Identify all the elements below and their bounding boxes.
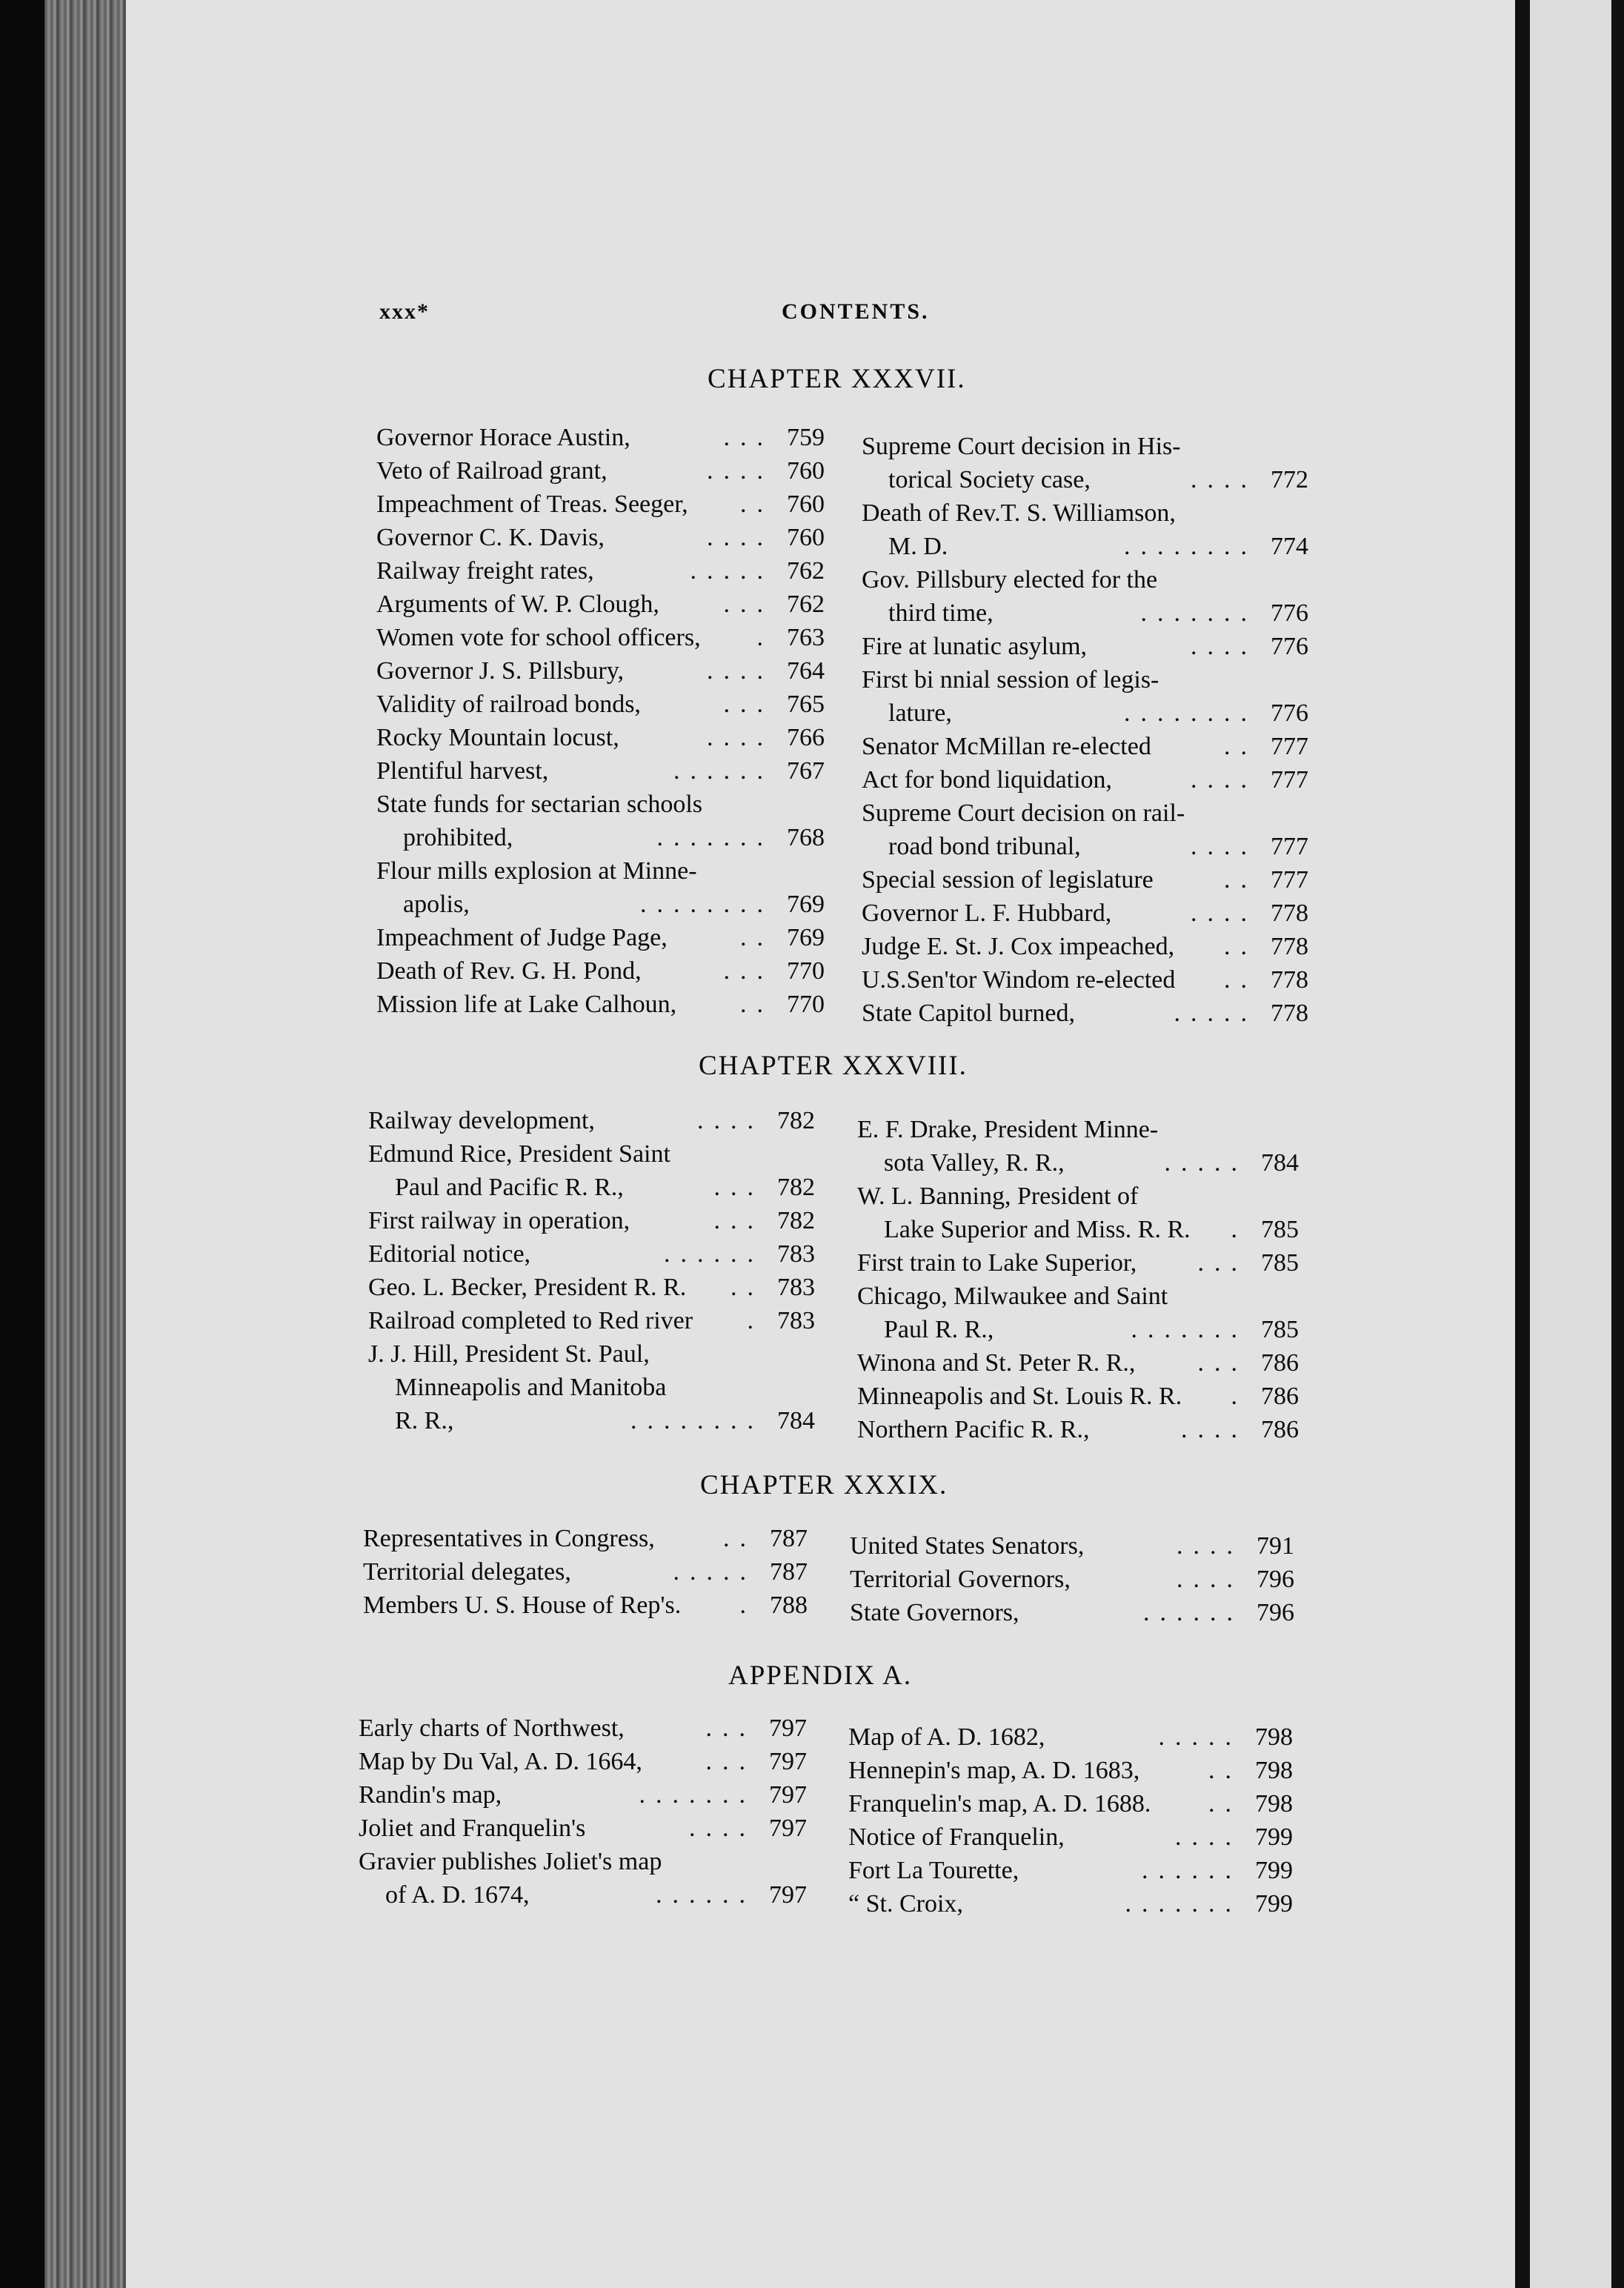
toc-entry-title: Fire at lunatic asylum,: [862, 633, 1088, 660]
leader-dots: .....: [1164, 1149, 1248, 1177]
toc-entry-page-number: 787: [770, 1558, 808, 1586]
toc-entry-page-number: 782: [777, 1174, 815, 1201]
toc-entry-title: Senator McMillan re-elected: [862, 733, 1151, 760]
toc-entry-title: Plentiful harvest,: [376, 757, 549, 785]
leader-dots: ..: [1208, 1790, 1242, 1818]
toc-entry-title: Governor L. F. Hubbard,: [862, 899, 1112, 927]
leader-dots: ........: [1124, 533, 1257, 560]
toc-entry: [368, 1104, 815, 1137]
toc-entry-title: Impeachment of Judge Page,: [376, 924, 668, 951]
toc-entry-title: Special session of legislature: [862, 866, 1154, 894]
toc-entry-title: Territorial Governors,: [850, 1566, 1071, 1593]
toc-entry-title: Supreme Court decision on rail-: [862, 799, 1185, 827]
toc-entry: [359, 1878, 807, 1912]
toc-entry-title: Joliet and Franquelin's: [359, 1815, 586, 1842]
leader-dots: ....: [707, 524, 773, 551]
leader-dots: .: [1231, 1383, 1248, 1410]
toc-entry-title: E. F. Drake, President Minne-: [857, 1116, 1159, 1143]
toc-column-right: [848, 1720, 1293, 1920]
paper-sheet: [126, 0, 1515, 2288]
leader-dots: ...: [723, 591, 773, 618]
toc-entry-title: Railway development,: [368, 1107, 595, 1134]
toc-entry-page-number: 791: [1257, 1532, 1294, 1560]
toc-entry: [862, 797, 1308, 830]
toc-entry-page-number: 796: [1257, 1566, 1294, 1593]
toc-entry-title: Representatives in Congress,: [363, 1525, 655, 1552]
toc-entry: [376, 554, 825, 588]
toc-entry: [862, 463, 1308, 496]
toc-entry-title: Validity of railroad bonds,: [376, 691, 641, 718]
toc-column-left: [363, 1522, 808, 1622]
toc-entry-page-number: 797: [769, 1815, 807, 1842]
toc-entry-page-number: 796: [1257, 1599, 1294, 1626]
toc-entry: [368, 1204, 815, 1237]
leader-dots: .: [739, 1592, 756, 1619]
toc-entry: [376, 621, 825, 654]
leader-dots: ...: [723, 691, 773, 718]
toc-entry-title: Randin's map,: [359, 1781, 502, 1809]
leader-dots: .......: [1140, 599, 1257, 627]
toc-entry-title: Paul and Pacific R. R.,: [395, 1174, 624, 1201]
toc-entry-title: Lake Superior and Miss. R. R.: [884, 1216, 1191, 1243]
leader-dots: ....: [1177, 1532, 1243, 1560]
toc-entry: [862, 730, 1308, 763]
toc-entry-title: Governor J. S. Pillsbury,: [376, 657, 625, 685]
toc-entry-page-number: 799: [1255, 1823, 1293, 1851]
leader-dots: ...: [705, 1715, 756, 1742]
toc-entry: [376, 921, 825, 954]
chapter-heading: CHAPTER XXXIX.: [700, 1470, 948, 1500]
toc-entry: [857, 1180, 1299, 1213]
leader-dots: ....: [1191, 766, 1257, 794]
toc-entry-page-number: 783: [777, 1307, 815, 1334]
toc-column-right: [850, 1529, 1294, 1629]
toc-entry: [376, 654, 825, 688]
toc-entry: [368, 1371, 815, 1404]
toc-entry-title: M. D.: [888, 533, 948, 560]
toc-entry: [857, 1380, 1299, 1413]
toc-entry-page-number: 777: [1271, 866, 1308, 894]
leader-dots: .......: [1131, 1316, 1248, 1343]
leader-dots: ........: [640, 891, 773, 918]
toc-entry-title: apolis,: [403, 891, 470, 918]
toc-entry-title: Women vote for school officers,: [376, 624, 701, 651]
leader-dots: ......: [664, 1240, 764, 1268]
toc-entry-page-number: 760: [787, 457, 825, 485]
toc-entry-title: Fort La Tourette,: [848, 1857, 1019, 1884]
toc-entry: [359, 1812, 807, 1845]
toc-entry-title: Governor C. K. Davis,: [376, 524, 605, 551]
toc-entry-page-number: 764: [787, 657, 825, 685]
leader-dots: ...: [1197, 1349, 1248, 1377]
toc-entry-title: of A. D. 1674,: [385, 1881, 530, 1909]
toc-entry-title: Act for bond liquidation,: [862, 766, 1113, 794]
toc-entry: [850, 1529, 1294, 1563]
toc-entry-page-number: 783: [777, 1240, 815, 1268]
leader-dots: ...: [713, 1207, 764, 1234]
toc-entry-title: First bi nnial session of legis-: [862, 666, 1159, 694]
toc-entry-page-number: 770: [787, 991, 825, 1018]
leader-dots: ...: [1197, 1249, 1248, 1277]
toc-entry-page-number: 778: [1271, 1000, 1308, 1027]
leader-dots: .: [1231, 1216, 1248, 1243]
toc-entry: [857, 1280, 1299, 1313]
leader-dots: ..: [1224, 733, 1257, 760]
chapter-heading: CHAPTER XXXVII.: [708, 364, 966, 394]
toc-entry-title: Members U. S. House of Rep's.: [363, 1592, 682, 1619]
toc-entry-title: Mission life at Lake Calhoun,: [376, 991, 677, 1018]
leader-dots: ..: [740, 991, 773, 1018]
toc-entry-page-number: 778: [1271, 966, 1308, 994]
toc-entry-title: Paul R. R.,: [884, 1316, 994, 1343]
toc-entry-title: Veto of Railroad grant,: [376, 457, 608, 485]
toc-entry: [862, 530, 1308, 563]
toc-entry-title: J. J. Hill, President St. Paul,: [368, 1340, 650, 1368]
toc-entry-page-number: 798: [1255, 1790, 1293, 1818]
toc-entry-page-number: 770: [787, 957, 825, 985]
toc-entry: [376, 754, 825, 788]
toc-entry-title: Territorial delegates,: [363, 1558, 571, 1586]
toc-entry-title: Impeachment of Treas. Seeger,: [376, 490, 688, 518]
toc-entry-title: sota Valley, R. R.,: [884, 1149, 1065, 1177]
toc-entry: [376, 721, 825, 754]
toc-column-right: [857, 1113, 1299, 1446]
toc-entry-title: “ St. Croix,: [848, 1890, 963, 1918]
leader-dots: ..: [1224, 966, 1257, 994]
leader-dots: ...: [705, 1748, 756, 1775]
toc-entry-page-number: 799: [1255, 1890, 1293, 1918]
toc-entry-title: Northern Pacific R. R.,: [857, 1416, 1090, 1443]
leader-dots: ....: [1191, 466, 1257, 493]
toc-entry-page-number: 762: [787, 591, 825, 618]
leader-dots: ....: [1175, 1823, 1242, 1851]
toc-entry-title: Chicago, Milwaukee and Saint: [857, 1283, 1168, 1310]
toc-entry: [376, 488, 825, 521]
toc-entry: [857, 1346, 1299, 1380]
toc-entry: [363, 1589, 808, 1622]
chapter-heading: APPENDIX A.: [728, 1660, 913, 1691]
toc-entry: [368, 1171, 815, 1204]
toc-entry: [857, 1213, 1299, 1246]
toc-entry: [368, 1137, 815, 1171]
toc-entry: [376, 454, 825, 488]
leader-dots: ...: [723, 957, 773, 985]
toc-column-left: [368, 1104, 815, 1437]
toc-entry-title: U.S.Sen'tor Windom re-elected: [862, 966, 1176, 994]
leader-dots: ....: [707, 657, 773, 685]
page-number: xxx*: [379, 299, 430, 324]
toc-entry: [376, 988, 825, 1021]
leader-dots: ....: [1181, 1416, 1248, 1443]
toc-entry: [862, 563, 1308, 596]
toc-entry-page-number: 760: [787, 490, 825, 518]
toc-entry-page-number: 788: [770, 1592, 808, 1619]
toc-entry: [862, 830, 1308, 863]
leader-dots: .: [747, 1307, 764, 1334]
leader-dots: ......: [673, 757, 773, 785]
toc-entry-title: Death of Rev. G. H. Pond,: [376, 957, 642, 985]
toc-entry-page-number: 769: [787, 924, 825, 951]
leader-dots: ...: [713, 1174, 764, 1201]
leader-dots: ..: [740, 490, 773, 518]
toc-entry-title: Editorial notice,: [368, 1240, 531, 1268]
toc-entry-page-number: 778: [1271, 899, 1308, 927]
toc-entry-page-number: 777: [1271, 833, 1308, 860]
toc-entry-title: Rocky Mountain locust,: [376, 724, 619, 751]
leader-dots: ......: [1142, 1857, 1242, 1884]
toc-entry-title: Gov. Pillsbury elected for the: [862, 566, 1158, 593]
toc-entry: [862, 930, 1308, 963]
toc-entry-title: Map by Du Val, A. D. 1664,: [359, 1748, 642, 1775]
toc-entry: [359, 1712, 807, 1745]
toc-entry: [862, 963, 1308, 997]
toc-entry-title: Franquelin's map, A. D. 1688.: [848, 1790, 1151, 1818]
leader-dots: .....: [673, 1558, 756, 1586]
toc-entry: [359, 1845, 807, 1878]
toc-entry-page-number: 784: [1261, 1149, 1299, 1177]
leader-dots: ..: [1224, 933, 1257, 960]
toc-entry-page-number: 778: [1271, 933, 1308, 960]
leader-dots: ....: [689, 1815, 756, 1842]
toc-entry-page-number: 762: [787, 557, 825, 585]
leader-dots: ..: [740, 924, 773, 951]
toc-entry: [848, 1887, 1293, 1920]
toc-entry: [862, 997, 1308, 1030]
toc-entry: [376, 421, 825, 454]
toc-entry: [862, 696, 1308, 730]
toc-entry: [848, 1787, 1293, 1820]
toc-entry-page-number: 797: [769, 1781, 807, 1809]
toc-entry-title: Minneapolis and St. Louis R. R.: [857, 1383, 1182, 1410]
leader-dots: ......: [656, 1881, 756, 1909]
leader-dots: ....: [697, 1107, 764, 1134]
toc-entry: [857, 1146, 1299, 1180]
toc-entry: [848, 1820, 1293, 1854]
toc-entry: [376, 954, 825, 988]
toc-entry-page-number: 774: [1271, 533, 1308, 560]
toc-entry-title: First railway in operation,: [368, 1207, 630, 1234]
toc-entry: [376, 854, 825, 888]
toc-entry: [376, 588, 825, 621]
toc-entry-page-number: 798: [1255, 1757, 1293, 1784]
toc-entry: [857, 1313, 1299, 1346]
facing-page-sliver: [1530, 0, 1611, 2288]
toc-entry-page-number: 777: [1271, 733, 1308, 760]
toc-entry: [368, 1337, 815, 1371]
toc-entry: [862, 430, 1308, 463]
toc-entry: [862, 763, 1308, 797]
toc-entry-page-number: 797: [769, 1748, 807, 1775]
toc-entry-title: Flour mills explosion at Minne-: [376, 857, 697, 885]
toc-entry-page-number: 768: [787, 824, 825, 851]
toc-entry-title: Governor Horace Austin,: [376, 424, 630, 451]
toc-entry-page-number: 784: [777, 1407, 815, 1434]
toc-entry: [363, 1555, 808, 1589]
toc-entry-page-number: 776: [1271, 699, 1308, 727]
toc-entry: [862, 596, 1308, 630]
toc-column-left: [359, 1712, 807, 1912]
toc-entry-title: Minneapolis and Manitoba: [395, 1374, 667, 1401]
leader-dots: ....: [1191, 899, 1257, 927]
toc-entry-page-number: 765: [787, 691, 825, 718]
toc-entry: [368, 1304, 815, 1337]
leader-dots: ..: [1224, 866, 1257, 894]
toc-entry: [850, 1596, 1294, 1629]
toc-entry-title: Supreme Court decision in His-: [862, 433, 1181, 460]
toc-entry-page-number: 785: [1261, 1316, 1299, 1343]
leader-dots: ...: [723, 424, 773, 451]
leader-dots: ..: [1208, 1757, 1242, 1784]
leader-dots: .....: [690, 557, 773, 585]
toc-entry-page-number: 786: [1261, 1349, 1299, 1377]
toc-entry-page-number: 785: [1261, 1216, 1299, 1243]
toc-entry-title: third time,: [888, 599, 994, 627]
toc-entry-page-number: 777: [1271, 766, 1308, 794]
leader-dots: ....: [1191, 833, 1257, 860]
leader-dots: ..: [731, 1274, 764, 1301]
toc-entry: [862, 897, 1308, 930]
toc-entry-title: prohibited,: [403, 824, 513, 851]
leader-dots: .......: [656, 824, 773, 851]
running-title: CONTENTS.: [782, 299, 930, 324]
leader-dots: ........: [1124, 699, 1257, 727]
toc-entry-page-number: 776: [1271, 633, 1308, 660]
leader-dots: ....: [1177, 1566, 1243, 1593]
toc-entry-page-number: 786: [1261, 1416, 1299, 1443]
toc-entry-title: torical Society case,: [888, 466, 1091, 493]
toc-entry-page-number: 763: [787, 624, 825, 651]
toc-entry-page-number: 760: [787, 524, 825, 551]
toc-entry: [368, 1271, 815, 1304]
leader-dots: .......: [1125, 1890, 1242, 1918]
toc-column-right: [862, 430, 1308, 1030]
toc-entry: [862, 496, 1308, 530]
toc-entry-title: State Governors,: [850, 1599, 1019, 1626]
toc-entry: [376, 821, 825, 854]
toc-entry: [848, 1754, 1293, 1787]
leader-dots: .....: [1174, 1000, 1257, 1027]
leader-dots: ....: [707, 457, 773, 485]
toc-entry-page-number: 785: [1261, 1249, 1299, 1277]
toc-entry: [376, 788, 825, 821]
toc-entry: [862, 863, 1308, 897]
toc-entry-title: W. L. Banning, President of: [857, 1183, 1139, 1210]
toc-entry-title: Edmund Rice, President Saint: [368, 1140, 670, 1168]
toc-entry-title: Notice of Franquelin,: [848, 1823, 1065, 1851]
toc-entry-title: lature,: [888, 699, 952, 727]
toc-entry: [848, 1720, 1293, 1754]
toc-entry-page-number: 799: [1255, 1857, 1293, 1884]
toc-entry: [862, 663, 1308, 696]
toc-entry-page-number: 798: [1255, 1723, 1293, 1751]
toc-entry-title: Judge E. St. J. Cox impeached,: [862, 933, 1175, 960]
toc-entry-title: Death of Rev.T. S. Williamson,: [862, 499, 1176, 527]
toc-entry: [359, 1745, 807, 1778]
toc-entry-title: Hennepin's map, A. D. 1683,: [848, 1757, 1140, 1784]
leader-dots: ..: [723, 1525, 756, 1552]
toc-entry-title: Gravier publishes Joliet's map: [359, 1848, 662, 1875]
toc-entry-page-number: 782: [777, 1207, 815, 1234]
toc-entry-title: Early charts of Northwest,: [359, 1715, 625, 1742]
leader-dots: .: [756, 624, 773, 651]
toc-entry-title: R. R.,: [395, 1407, 454, 1434]
toc-entry: [376, 888, 825, 921]
toc-entry-title: State Capitol burned,: [862, 1000, 1076, 1027]
toc-entry-title: Arguments of W. P. Clough,: [376, 591, 659, 618]
toc-entry-title: Map of A. D. 1682,: [848, 1723, 1045, 1751]
toc-entry: [376, 521, 825, 554]
toc-entry: [368, 1404, 815, 1437]
leader-dots: ......: [1143, 1599, 1243, 1626]
toc-entry-page-number: 772: [1271, 466, 1308, 493]
toc-entry: [857, 1413, 1299, 1446]
toc-entry: [857, 1246, 1299, 1280]
toc-entry-title: United States Senators,: [850, 1532, 1085, 1560]
toc-entry-title: Geo. L. Becker, President R. R.: [368, 1274, 687, 1301]
toc-entry: [862, 630, 1308, 663]
toc-entry: [359, 1778, 807, 1812]
leader-dots: ....: [707, 724, 773, 751]
chapter-heading: CHAPTER XXXVIII.: [699, 1051, 968, 1081]
toc-entry-page-number: 769: [787, 891, 825, 918]
toc-entry-title: Railroad completed to Red river: [368, 1307, 693, 1334]
toc-entry-page-number: 767: [787, 757, 825, 785]
toc-entry: [368, 1237, 815, 1271]
toc-entry-page-number: 797: [769, 1881, 807, 1909]
leader-dots: ........: [630, 1407, 764, 1434]
toc-entry: [850, 1563, 1294, 1596]
toc-entry-title: Railway freight rates,: [376, 557, 594, 585]
toc-entry: [848, 1854, 1293, 1887]
toc-entry-page-number: 759: [787, 424, 825, 451]
toc-entry-title: State funds for sectarian schools: [376, 791, 702, 818]
toc-entry-title: First train to Lake Superior,: [857, 1249, 1137, 1277]
leader-dots: ....: [1191, 633, 1257, 660]
toc-column-left: [376, 421, 825, 1021]
toc-entry-page-number: 786: [1261, 1383, 1299, 1410]
toc-entry: [376, 688, 825, 721]
leader-dots: .....: [1158, 1723, 1242, 1751]
toc-entry-page-number: 766: [787, 724, 825, 751]
toc-entry-page-number: 776: [1271, 599, 1308, 627]
toc-entry-page-number: 783: [777, 1274, 815, 1301]
toc-entry-page-number: 787: [770, 1525, 808, 1552]
toc-entry: [857, 1113, 1299, 1146]
toc-entry-title: Winona and St. Peter R. R.,: [857, 1349, 1136, 1377]
toc-entry: [363, 1522, 808, 1555]
leader-dots: .......: [639, 1781, 756, 1809]
toc-entry-page-number: 782: [777, 1107, 815, 1134]
toc-entry-page-number: 797: [769, 1715, 807, 1742]
toc-entry-title: road bond tribunal,: [888, 833, 1081, 860]
